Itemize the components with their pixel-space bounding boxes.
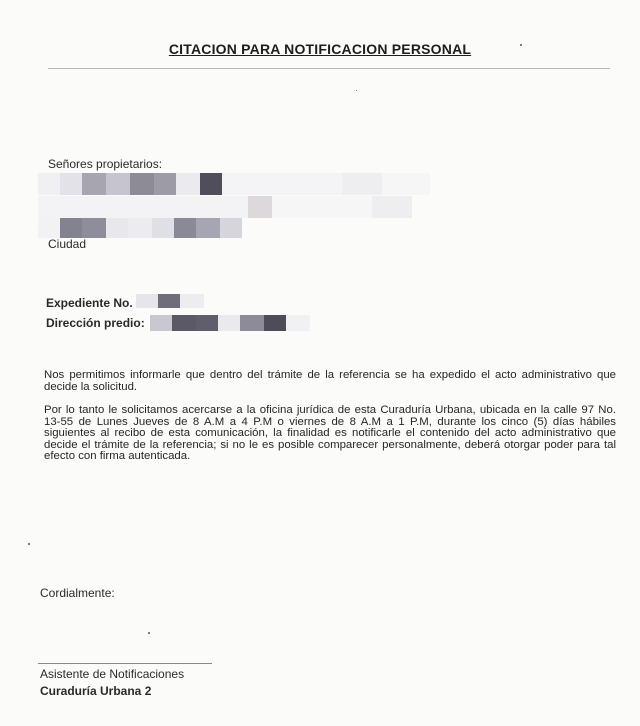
- redacted-recipient-address: [38, 218, 242, 238]
- signature-line: [38, 663, 212, 664]
- closing-text: Cordialmente:: [40, 586, 115, 600]
- paragraph-instructions: Por lo tanto le solicitamos acercarse a la oficina jurídica de esta Curaduría Urbana, ubicada en la calle 97 No. 13-55 de Lunes Jueves de 8 A.M a 4 P.M o viernes de 8 A.M a 1 P.M, durante los cinco (5) días hábiles siguientes al recibo de esta comunicación, la finalidad es notificarle el contenido del acto administrativo que decide el trámite de la referencia; si no le es posible comparecer personalmente, deberá otorgar poder para tal efecto con firma autenticada.: [44, 404, 616, 463]
- city-label: Ciudad: [48, 237, 87, 251]
- signatory-role: Asistente de Notificaciones: [40, 667, 185, 681]
- scan-speck: [356, 90, 357, 91]
- redacted-property-address: [150, 315, 310, 331]
- scan-speck: [28, 543, 30, 545]
- signatory-organization: Curaduría Urbana 2: [40, 684, 152, 698]
- paragraph-notice: Nos permitimos informarle que dentro del trámite de la referencia se ha expedido el acto administrativo que decide la solicitud.: [44, 369, 616, 393]
- document-title: CITACION PARA NOTIFICACION PERSONAL: [168, 41, 472, 57]
- redacted-case-number: [136, 294, 204, 308]
- redacted-recipient-line-2: [38, 196, 412, 218]
- redacted-recipient-name: [38, 173, 430, 195]
- scan-speck: [148, 632, 150, 634]
- scan-speck: [520, 44, 522, 46]
- recipients-label: Señores propietarios:: [48, 157, 163, 171]
- case-number-label: Expediente No.: [46, 296, 133, 310]
- property-address-label: Dirección predio:: [46, 316, 145, 330]
- header-rule: [48, 68, 610, 69]
